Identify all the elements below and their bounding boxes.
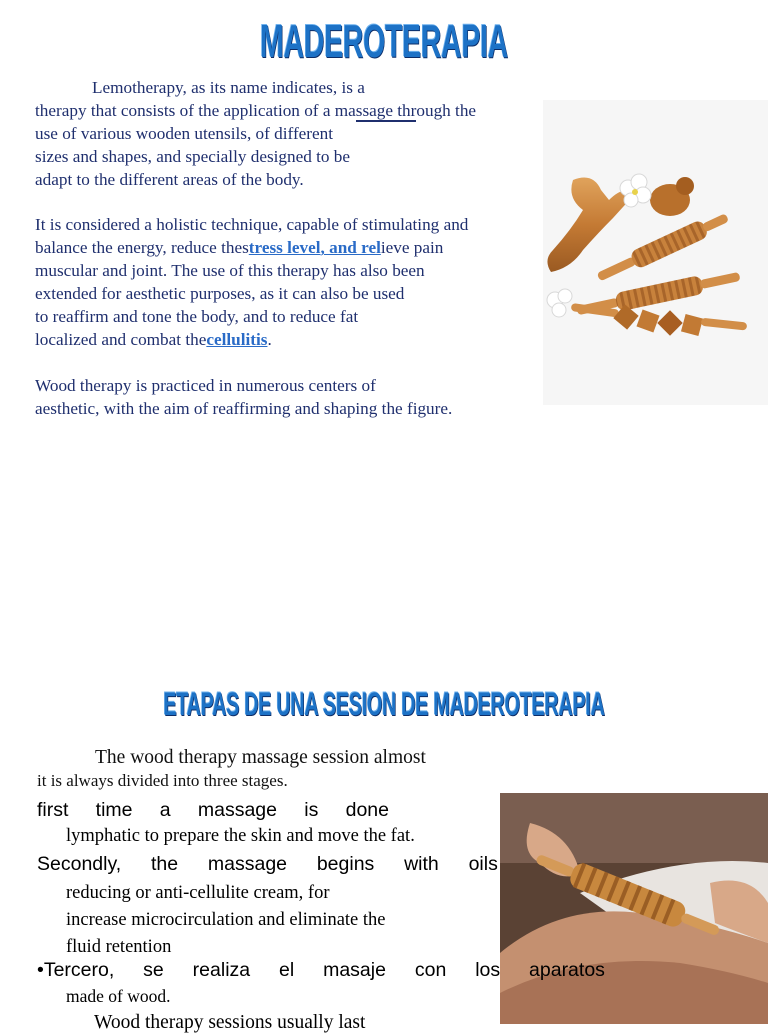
massage-photo [500,793,768,1024]
section1-title: MADEROTERAPIA [260,15,508,67]
word: begins [316,853,375,875]
stage2-continuation [66,880,386,961]
stress-level-link-cont[interactable]: , and rel [320,238,381,258]
intro-line: The wood therapy massage session almost [95,747,426,768]
word: los [475,959,501,981]
text-line: Wood therapy is practiced in numerous centers of [35,376,376,395]
text-line: muscular and joint. The use of this therapy has also been [35,261,425,281]
intro-line: it is always divided into three stages. [37,771,288,790]
text-line: therapy that consists of the application of a massage through the [35,101,477,121]
word: masaje [323,959,386,981]
text-line: Lemotherapy, as its name indicates, is a [92,78,365,97]
word: el [279,959,295,981]
stage1-line [37,799,389,822]
session-intro [37,746,637,792]
text-line: to reaffirm and tone the body, and to reduce fat [35,307,359,327]
word: time [95,799,133,821]
text-line: extended for aesthetic purposes, as it can also be used [35,284,405,304]
section2-title: ETAPAS DE UNA SESION DE MADEROTERAPIA [163,686,605,722]
word: massage [197,799,277,821]
word: realiza [192,959,251,981]
text-line: aesthetic, with the aim of reaffirming and shaping the figure. [35,399,453,419]
underlined-text: ssage thr [355,101,417,121]
text-line: use of various wooden utensils, of different [35,124,334,144]
stage3-continuation: made of wood. [66,986,171,1006]
word: •Tercero, [37,959,115,981]
stage2-line [37,853,545,876]
cellulitis-link[interactable]: cellulitis [206,330,268,350]
text-line: sizes and shapes, and specially designed to be [35,147,351,167]
text-line: localized and combat thecellulitis. [35,330,272,350]
closing-line: Wood therapy sessions usually last [94,1012,366,1033]
stress-level-link[interactable]: tress level [248,238,321,258]
stage3-line [37,959,605,982]
word: first [37,799,69,821]
word: the [151,853,179,875]
centers-paragraph [35,374,505,420]
word: Secondly, [37,853,122,875]
word: se [143,959,164,981]
word: is [304,799,319,821]
wood-tools-image [543,100,768,405]
holistic-paragraph [35,213,505,352]
text-line: balance the energy, reduce thestress level, and relieve pain [35,238,444,258]
text-line: increase microcirculation and eliminate the [66,910,386,930]
word: con [414,959,447,981]
word: oils [468,853,498,875]
text-line: adapt to the different areas of the body. [35,170,304,190]
stage1-continuation: lymphatic to prepare the skin and move the fat. [66,826,415,846]
text-line: It is considered a holistic technique, capable of stimulating and [35,215,469,234]
text-line: reducing or anti-cellulite cream, for [66,883,330,903]
word: a [159,799,171,821]
word: with [404,853,439,875]
word: done [345,799,389,821]
word: aparatos [529,959,605,981]
word: massage [207,853,288,875]
intro-paragraph [35,76,505,191]
text-line: fluid retention [66,937,172,957]
